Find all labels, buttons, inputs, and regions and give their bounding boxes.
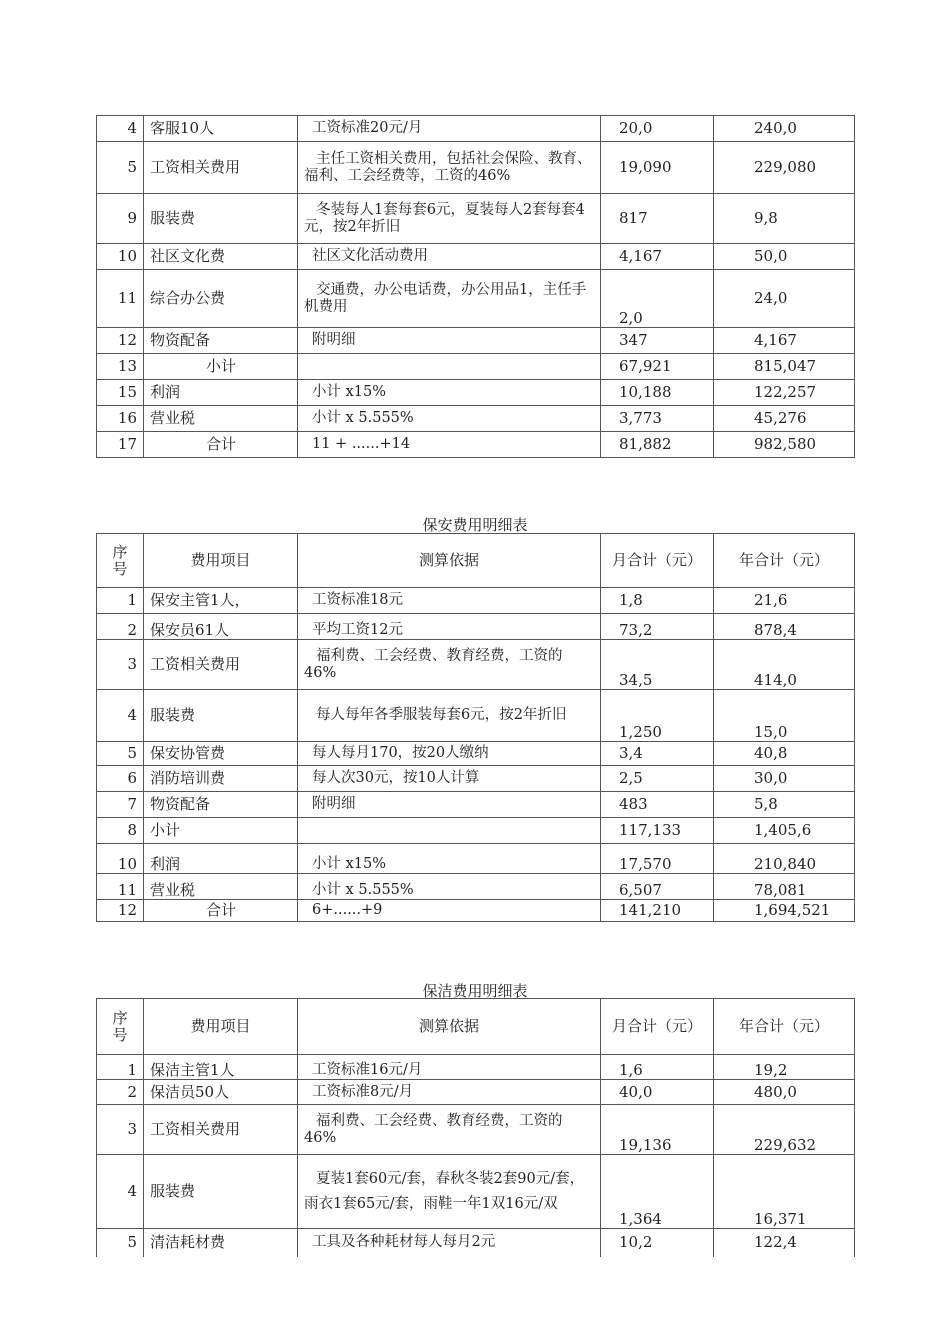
row-year: 1,405,6 [714,818,855,844]
row-year: 982,580 [714,432,855,458]
row-item: 工资相关费用 [144,142,298,194]
row-item: 物资配备 [144,328,298,354]
row-basis: 6+......+9 [298,900,601,922]
row-item: 消防培训费 [144,766,298,792]
row-year: 229,080 [714,142,855,194]
cleaning-cost-table [96,998,855,1257]
row-year: 878,4 [714,614,855,640]
row-year: 16,371 [714,1155,855,1229]
table-row [97,1080,855,1105]
row-basis: 附明细 [298,792,601,818]
row-no: 3 [97,640,144,690]
header-basis: 测算依据 [298,534,601,588]
row-item: 保安员61人 [144,614,298,640]
row-item: 综合办公费 [144,270,298,328]
row-basis: 小计 x 5.555% [298,406,601,432]
row-item: 工资相关费用 [144,1105,298,1155]
header-year: 年合计（元） [714,534,855,588]
row-basis: 工具及各种耗材每人每月2元 [298,1229,601,1257]
table-row [97,354,855,380]
row-no: 8 [97,818,144,844]
row-item: 利润 [144,380,298,406]
cleaning-table-title: 保洁费用明细表 [422,982,528,1000]
row-no: 4 [97,690,144,742]
row-item: 合计 [144,432,298,458]
row-no: 12 [97,900,144,922]
row-no: 16 [97,406,144,432]
row-no: 1 [97,1055,144,1080]
row-month: 483 [601,792,714,818]
row-basis: 11 + ......+14 [298,432,601,458]
row-basis: 福利费、工会经费、教育经费，工资的46% [298,640,601,690]
row-year: 815,047 [714,354,855,380]
row-item: 营业税 [144,406,298,432]
table-row [97,116,855,142]
row-no: 2 [97,614,144,640]
header-year: 年合计（元） [714,999,855,1055]
row-year: 45,276 [714,406,855,432]
row-year: 4,167 [714,328,855,354]
row-basis: 小计 x15% [298,380,601,406]
row-basis: 冬装每人1套每套6元，夏装每人2套每套4元，按2年折旧 [298,194,601,244]
table-row [97,406,855,432]
row-basis: 每人次30元，按10人计算 [298,766,601,792]
row-no: 10 [97,244,144,270]
row-no: 10 [97,844,144,874]
row-basis: 工资标准8元/月 [298,1080,601,1105]
row-no: 5 [97,142,144,194]
row-year: 50,0 [714,244,855,270]
row-no: 4 [97,1155,144,1229]
row-basis: 交通费，办公电话费，办公用品1，主任手机费用 [298,270,601,328]
row-month: 141,210 [601,900,714,922]
row-month: 10,2 [601,1229,714,1257]
row-no: 17 [97,432,144,458]
row-basis: 主任工资相关费用，包括社会保险、教育、福利、工会经费等，工资的46% [298,142,601,194]
table-row [97,1155,855,1229]
row-item: 保安协管费 [144,742,298,766]
row-year: 78,081 [714,874,855,900]
row-item: 小计 [144,818,298,844]
header-month: 月合计（元） [601,534,714,588]
row-no: 12 [97,328,144,354]
row-item: 合计 [144,900,298,922]
table-row [97,432,855,458]
row-item: 服装费 [144,1155,298,1229]
row-basis [298,818,601,844]
row-no: 15 [97,380,144,406]
table-row [97,874,855,900]
row-month: 73,2 [601,614,714,640]
row-no: 11 [97,874,144,900]
row-month: 117,133 [601,818,714,844]
row-item: 清洁耗材费 [144,1229,298,1257]
row-basis: 每人每月170，按20人缴纳 [298,742,601,766]
row-item: 利润 [144,844,298,874]
row-month: 347 [601,328,714,354]
row-basis: 福利费、工会经费、教育经费，工资的46% [298,1105,601,1155]
row-year: 30,0 [714,766,855,792]
table-row [97,766,855,792]
row-item: 营业税 [144,874,298,900]
row-month: 4,167 [601,244,714,270]
row-no: 3 [97,1105,144,1155]
row-basis: 小计 x15% [298,844,601,874]
row-no: 13 [97,354,144,380]
row-month: 34,5 [601,640,714,690]
row-no: 11 [97,270,144,328]
header-no: 序号 [97,534,144,588]
row-no: 1 [97,588,144,614]
security-cost-table [96,533,855,922]
row-basis: 附明细 [298,328,601,354]
row-item: 工资相关费用 [144,640,298,690]
row-year: 9,8 [714,194,855,244]
row-year: 240,0 [714,116,855,142]
row-month: 1,8 [601,588,714,614]
row-year: 414,0 [714,640,855,690]
row-month: 1,364 [601,1155,714,1229]
row-year: 15,0 [714,690,855,742]
row-month: 19,136 [601,1105,714,1155]
table-row [97,194,855,244]
row-year: 229,632 [714,1105,855,1155]
header-item: 费用项目 [144,534,298,588]
table-row [97,1055,855,1080]
row-month: 1,250 [601,690,714,742]
table-row [97,690,855,742]
header-month: 月合计（元） [601,999,714,1055]
table-row [97,588,855,614]
table-row [97,270,855,328]
table-row [97,1105,855,1155]
row-item: 保洁主管1人 [144,1055,298,1080]
row-year: 122,257 [714,380,855,406]
row-month: 10,188 [601,380,714,406]
header-item: 费用项目 [144,999,298,1055]
row-basis: 夏装1套60元/套，春秋冬装2套90元/套，雨衣1套65元/套，雨鞋一年1双16元/双 [298,1155,601,1229]
table-row [97,844,855,874]
row-item: 物资配备 [144,792,298,818]
row-month: 2,5 [601,766,714,792]
row-basis: 社区文化活动费用 [298,244,601,270]
row-item: 服装费 [144,194,298,244]
table-header-row [97,534,855,588]
row-item: 客服10人 [144,116,298,142]
row-basis: 工资标准20元/月 [298,116,601,142]
row-no: 6 [97,766,144,792]
row-year: 21,6 [714,588,855,614]
row-month: 1,6 [601,1055,714,1080]
row-year: 1,694,521 [714,900,855,922]
row-month: 67,921 [601,354,714,380]
row-item: 服装费 [144,690,298,742]
table-row [97,244,855,270]
row-year: 19,2 [714,1055,855,1080]
table-row [97,380,855,406]
row-no: 5 [97,1229,144,1257]
table-row [97,614,855,640]
table-row [97,328,855,354]
row-basis: 工资标准16元/月 [298,1055,601,1080]
row-item: 社区文化费 [144,244,298,270]
row-month: 17,570 [601,844,714,874]
row-basis: 小计 x 5.555% [298,874,601,900]
table-row [97,142,855,194]
row-no: 2 [97,1080,144,1105]
row-basis: 工资标准18元 [298,588,601,614]
row-year: 24,0 [714,270,855,328]
row-year: 210,840 [714,844,855,874]
row-month: 3,4 [601,742,714,766]
row-month: 19,090 [601,142,714,194]
row-month: 6,507 [601,874,714,900]
table-row [97,792,855,818]
row-no: 7 [97,792,144,818]
row-no: 5 [97,742,144,766]
row-item: 保安主管1人， [144,588,298,614]
row-year: 5,8 [714,792,855,818]
table-row [97,818,855,844]
table-row [97,900,855,922]
table-continuation [96,115,855,458]
table-row [97,742,855,766]
row-month: 81,882 [601,432,714,458]
row-year: 480,0 [714,1080,855,1105]
table-row [97,1229,855,1257]
row-item: 保洁员50人 [144,1080,298,1105]
row-basis: 每人每年各季服装每套6元，按2年折旧 [298,690,601,742]
row-month: 20,0 [601,116,714,142]
row-month: 3,773 [601,406,714,432]
table-row [97,640,855,690]
header-basis: 测算依据 [298,999,601,1055]
row-year: 40,8 [714,742,855,766]
row-no: 9 [97,194,144,244]
row-month: 2,0 [601,270,714,328]
row-item: 小计 [144,354,298,380]
row-basis [298,354,601,380]
row-month: 40,0 [601,1080,714,1105]
security-table-title: 保安费用明细表 [422,516,528,534]
row-basis: 平均工资12元 [298,614,601,640]
table-header-row [97,999,855,1055]
row-year: 122,4 [714,1229,855,1257]
header-no: 序号 [97,999,144,1055]
row-no: 4 [97,116,144,142]
row-month: 817 [601,194,714,244]
